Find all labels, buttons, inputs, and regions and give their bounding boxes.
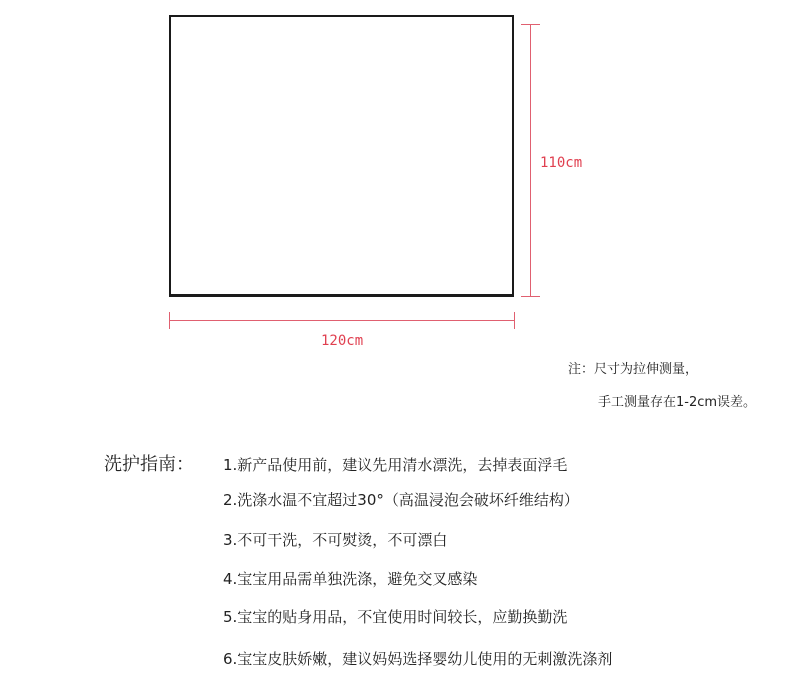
care-item: 2.洗涤水温不宜超过30°（高温浸泡会破坏纤维结构） xyxy=(223,491,579,509)
width-dimension-cap-right xyxy=(514,312,515,329)
care-item: 4.宝宝用品需单独洗涤，避免交叉感染 xyxy=(223,570,478,588)
measurement-note-line-1: 注：尺寸为拉伸测量， xyxy=(568,362,699,377)
care-item: 3.不可干洗，不可熨烫，不可漂白 xyxy=(223,531,448,549)
care-guide-title: 洗护指南： xyxy=(104,454,194,475)
height-dimension-cap-bottom xyxy=(521,296,540,297)
height-dimension-line xyxy=(530,24,531,297)
height-label: 110cm xyxy=(540,155,583,171)
care-item: 6.宝宝皮肤娇嫩，建议妈妈选择婴幼儿使用的无刺激洗涤剂 xyxy=(223,650,613,668)
height-dimension-cap-top xyxy=(521,24,540,25)
width-dimension-line xyxy=(169,320,515,321)
care-item: 1.新产品使用前，建议先用清水漂洗，去掉表面浮毛 xyxy=(223,456,568,474)
product-outline xyxy=(169,15,514,297)
measurement-note-line-2: 手工测量存在1-2cm误差。 xyxy=(598,395,757,410)
width-dimension-cap-left xyxy=(169,312,170,329)
care-item: 5.宝宝的贴身用品，不宜使用时间较长，应勤换勤洗 xyxy=(223,608,568,626)
width-label: 120cm xyxy=(321,333,364,349)
